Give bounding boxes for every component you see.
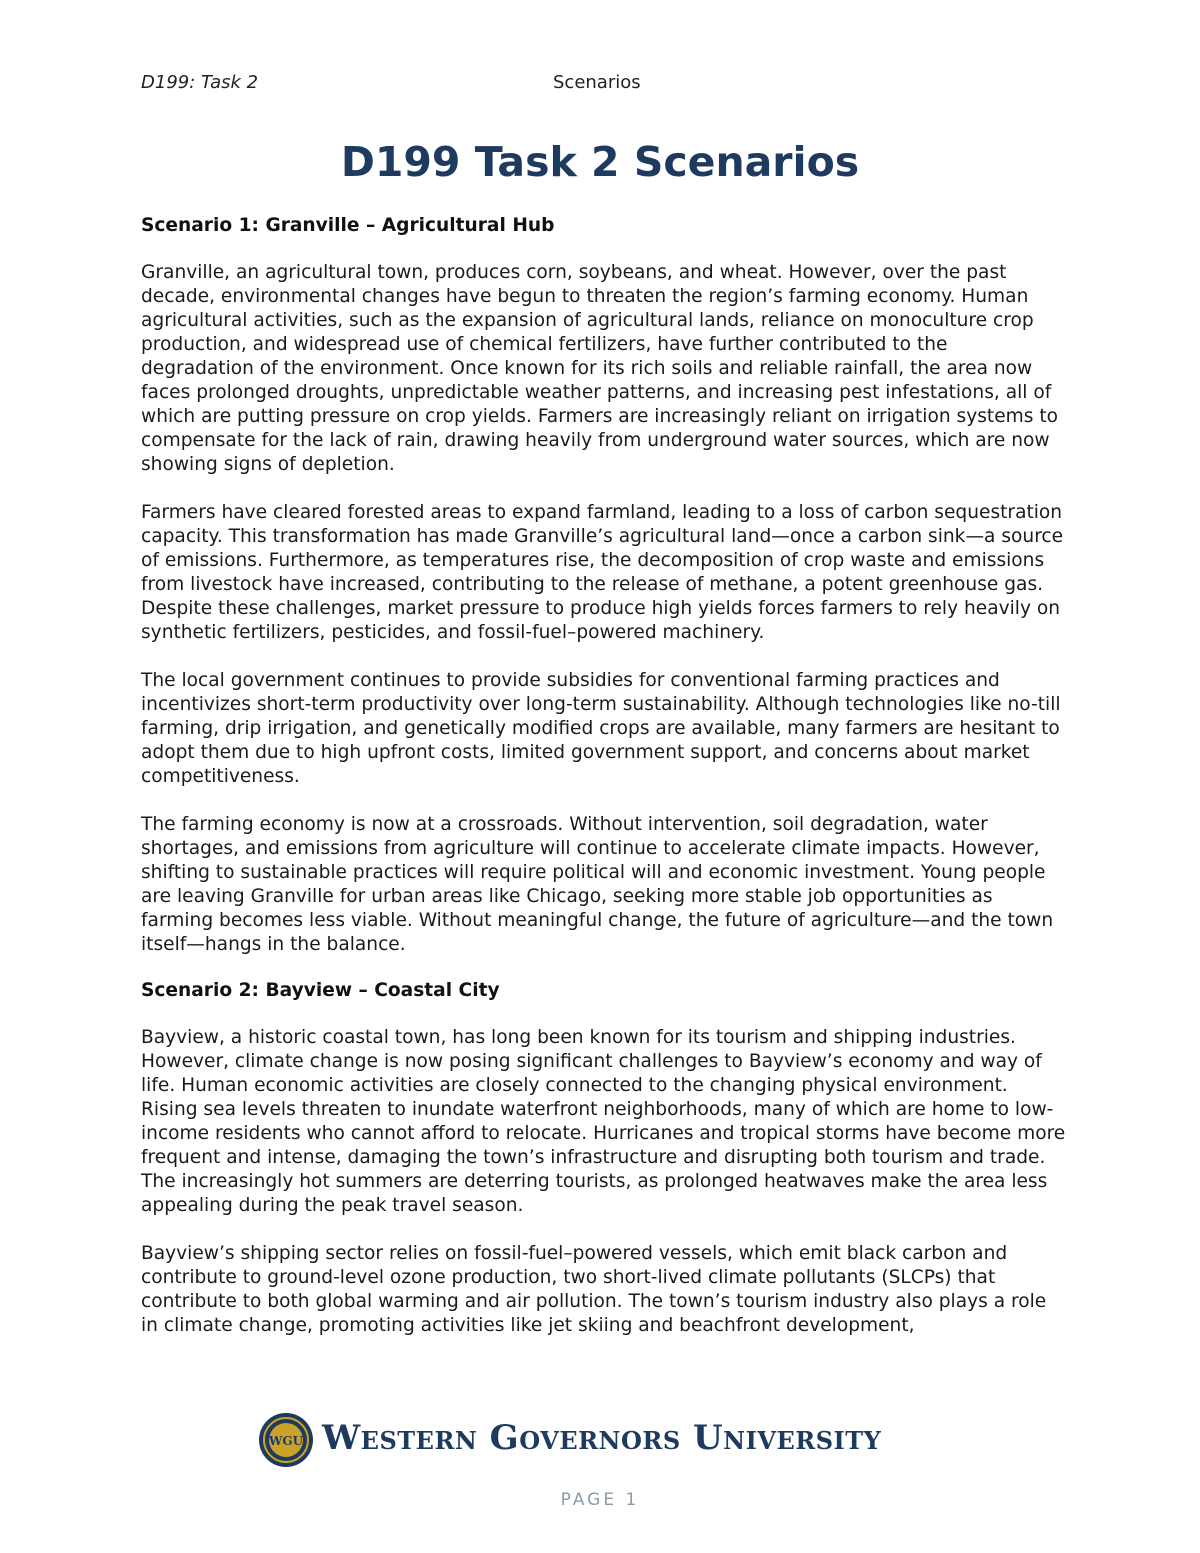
scenario-1-paragraph-2: Farmers have cleared forested areas to expand farmland, leading to a loss of carbon sequestration capacity. This transformation has made Granville’s agricultural land—once a carbon sink—a source of emissions. Furthermore, as temperatures rise, the decomposition of crop waste and emissions from livestock have increased, contributing to the release of methane, a potent greenhouse gas. Despite these challenges, market pressure to produce high yields forces farmers to rely heavily on synthetic fertilizers, pesticides, and fossil-fuel–powered machinery. xyxy=(141,502,1064,643)
seal-monogram: WGU xyxy=(268,1434,304,1448)
university-logo xyxy=(258,1410,908,1472)
scenario-2-paragraph-1: Bayview, a historic coastal town, has long been known for its tourism and shipping industries. However, climate change is now posing significant challenges to Bayview’s economy and way of life. Human economic activities are closely connected to the changing physical environment. Rising sea levels threaten to inundate waterfront neighborhoods, many of which are home to low-income residents who cannot afford to relocate. Hurricanes and tropical storms have become more frequent and intense, damaging the town’s infrastructure and disrupting both tourism and trade. The increasingly hot summers are deterring tourists, as prolonged heatwaves make the area less appealing during the peak travel season. xyxy=(141,1027,1066,1216)
page-title: D199 Task 2 Scenarios xyxy=(340,138,860,186)
page-header xyxy=(141,70,1061,98)
scenario-1-paragraph-3: The local government continues to provide subsidies for conventional farming practices and incentivizes short-term productivity over long-term sustainability. Although technologies like no-till farming, drip irrigation, and genetically modified crops are available, many farmers are hesitant to adopt them due to high upfront costs, limited government support, and concerns about market competitiveness. xyxy=(141,670,1061,787)
scenario-2-paragraph-2: Bayview’s shipping sector relies on fossil-fuel–powered vessels, which emit black carbon and contribute to ground-level ozone production, two short-lived climate pollutants (SLCPs) that contribute to both global warming and air pollution. The town’s tourism industry also plays a role in climate change, promoting activities like jet skiing and beachfront development, xyxy=(141,1243,1047,1336)
header-section-title: Scenarios xyxy=(553,72,641,93)
scenario-1-paragraph-4: The farming economy is now at a crossroads. Without intervention, soil degradation, water shortages, and emissions from agriculture will continue to accelerate climate impacts. However, shifting to sustainable practices will require political will and economic investment. Young people are leaving Granville for urban areas like Chicago, seeking more stable job opportunities as farming becomes less viable. Without meaningful change, the future of agriculture—and the town itself—hangs in the balance. xyxy=(141,814,1054,955)
header-course-code: D199: Task 2 xyxy=(141,72,259,93)
document-body xyxy=(141,214,1066,1362)
scenario-1-paragraph-1: Granville, an agricultural town, produces corn, soybeans, and wheat. However, over the past decade, environmental changes have begun to threaten the region’s farming economy. Human agricultural activities, such as the expansion of agricultural lands, reliance on monoculture crop production, and widespread use of chemical fertilizers, have further contributed to the degradation of the environment. Once known for its rich soils and reliable rainfall, the area now faces prolonged droughts, unpredictable weather patterns, and increasing pest infestations, all of which are putting pressure on crop yields. Farmers are increasingly reliant on irrigation systems to compensate for the lack of rain, drawing heavily from underground water sources, which are now showing signs of depletion. xyxy=(141,262,1059,475)
university-seal-icon xyxy=(258,1412,314,1468)
university-wordmark: Western Governors University xyxy=(322,1418,882,1458)
scenario-1-heading: Scenario 1: Granville – Agricultural Hub xyxy=(141,215,555,236)
page-number: PAGE 1 xyxy=(560,1490,640,1510)
scenario-2-heading: Scenario 2: Bayview – Coastal City xyxy=(141,980,500,1001)
